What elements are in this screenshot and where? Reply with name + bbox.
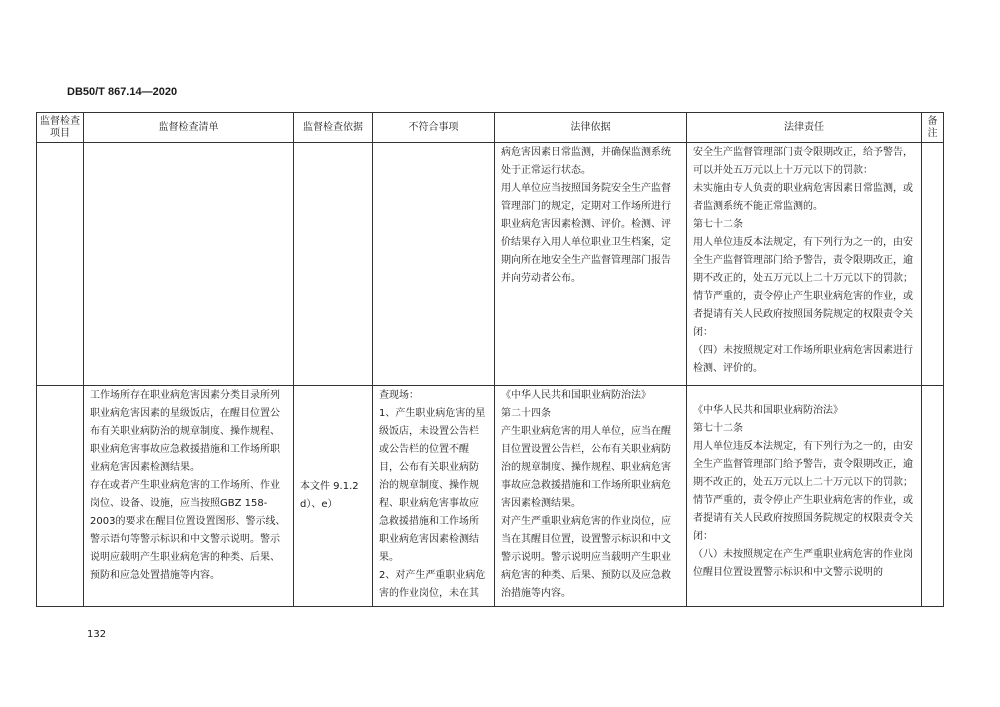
nonconformity-paragraph: 2、对产生严重职业病危害的作业岗位，未在其 <box>379 570 486 599</box>
remarks-cell <box>922 386 944 607</box>
liability-paragraph: 第七十二条 <box>693 219 743 230</box>
legal-basis-paragraph: 第二十四条 <box>501 408 551 419</box>
column-header: 监督检查清单 <box>84 113 294 143</box>
page-number: 132 <box>87 629 107 640</box>
checklist-cell <box>84 143 294 386</box>
liability-paragraph: 未实施由专人负责的职业病危害因素日常监测，或者监测系统不能正常监测的。 <box>693 183 913 212</box>
table-row <box>37 386 944 607</box>
liability-paragraph: 用人单位违反本法规定，有下列行为之一的，由安全生产监督管理部门给予警告，责令限期改正，逾期不改正的，处五万元以上二十万元以下的罚款；情节严重的，责令停止产生职业病危害的作业，或者提请有关人民政府按照国务院规定的权限责令关闭： <box>693 237 913 338</box>
legal-basis-paragraph: 病危害因素日常监测，并确保监测系统处于正常运行状态。 <box>501 147 671 176</box>
column-header: 不符合事项 <box>373 113 495 143</box>
legal-basis-paragraph: 对产生严重职业病危害的作业岗位，应当在其醒目位置，设置警示标识和中文警示说明。警示说明应当载明产生职业病危害的种类、后果、预防以及应急救治措施等内容。 <box>501 516 671 599</box>
item-cell <box>37 143 84 386</box>
column-header: 监督检查依据 <box>294 113 373 143</box>
legal-basis-paragraph: 《中华人民共和国职业病防治法》 <box>501 390 651 401</box>
item-cell <box>37 386 84 607</box>
legal-basis-cell <box>495 143 687 386</box>
nonconformity-paragraph: 1、产生职业病危害的星级饭店，未设置公告栏或公告栏的位置不醒目，公布有关职业病防治的规章制度、操作规程、职业病危害事故应急救援措施和工作场所职业病危害因素检测结果。 <box>379 408 486 563</box>
liability-cell <box>687 143 922 386</box>
table-header-row <box>37 113 944 143</box>
standard-code: DB50/T 867.14—2020 <box>67 86 178 98</box>
nonconformity-paragraph: 查现场： <box>379 390 419 401</box>
liability-paragraph: （八）未按照规定在产生严重职业病危害的作业岗位醒目位置设置警示标识和中文警示说明的 <box>693 549 913 578</box>
liability-paragraph: 第七十二条 <box>693 423 743 434</box>
nonconformity-cell <box>373 143 495 386</box>
liability-paragraph: 《中华人民共和国职业病防治法》 <box>693 405 843 416</box>
basis-cell <box>294 143 373 386</box>
column-header: 法律责任 <box>687 113 922 143</box>
basis-cell: 本文件 9.1.2 d）、e） <box>294 386 373 607</box>
column-header: 备注 <box>922 113 944 143</box>
legal-basis-paragraph: 产生职业病危害的用人单位，应当在醒目位置设置公告栏，公布有关职业病防治的规章制度、操作规程、职业病危害事故应急救援措施和工作场所职业病危害因素检测结果。 <box>501 426 671 509</box>
liability-paragraph: 用人单位违反本法规定，有下列行为之一的，由安全生产监督管理部门给予警告，责令限期改正，逾期不改正的，处五万元以上二十万元以下的罚款；情节严重的，责令停止产生职业病危害的作业，或者提请有关人民政府按照国务院规定的权限责令关闭： <box>693 441 913 542</box>
checklist-paragraph: 存在或者产生职业病危害的工作场所、作业岗位、设备、设施，应当按照GBZ 158-2003的要求在醒目位置设置图形、警示线、警示语句等警示标识和中文警示说明。警示说明应载明产生职业病危害的种类、后果、预防和应急处置措施等内容。 <box>90 480 286 581</box>
column-header: 法律依据 <box>495 113 687 143</box>
regulation-table <box>36 112 944 607</box>
column-header: 监督检查项目 <box>37 113 84 143</box>
remarks-cell <box>922 143 944 386</box>
table-row <box>37 143 944 386</box>
legal-basis-paragraph: 用人单位应当按照国务院安全生产监督管理部门的规定，定期对工作场所进行职业病危害因素检测、评价。检测、评价结果存入用人单位职业卫生档案，定期向所在地安全生产监督管理部门报告并向劳动者公布。 <box>501 183 671 284</box>
checklist-cell <box>84 386 294 607</box>
liability-cell <box>687 386 922 607</box>
nonconformity-cell <box>373 386 495 607</box>
legal-basis-cell <box>495 386 687 607</box>
checklist-paragraph: 工作场所存在职业病危害因素分类目录所列职业病危害因素的星级饭店，在醒目位置公布有关职业病防治的规章制度、操作规程、职业病危害事故应急救援措施和工作场所职业病危害因素检测结果。 <box>90 390 280 473</box>
liability-paragraph: 安全生产监督管理部门责令限期改正，给予警告，可以并处五万元以上十万元以下的罚款： <box>693 147 913 176</box>
liability-paragraph: （四）未按照规定对工作场所职业病危害因素进行检测、评价的。 <box>693 345 913 374</box>
